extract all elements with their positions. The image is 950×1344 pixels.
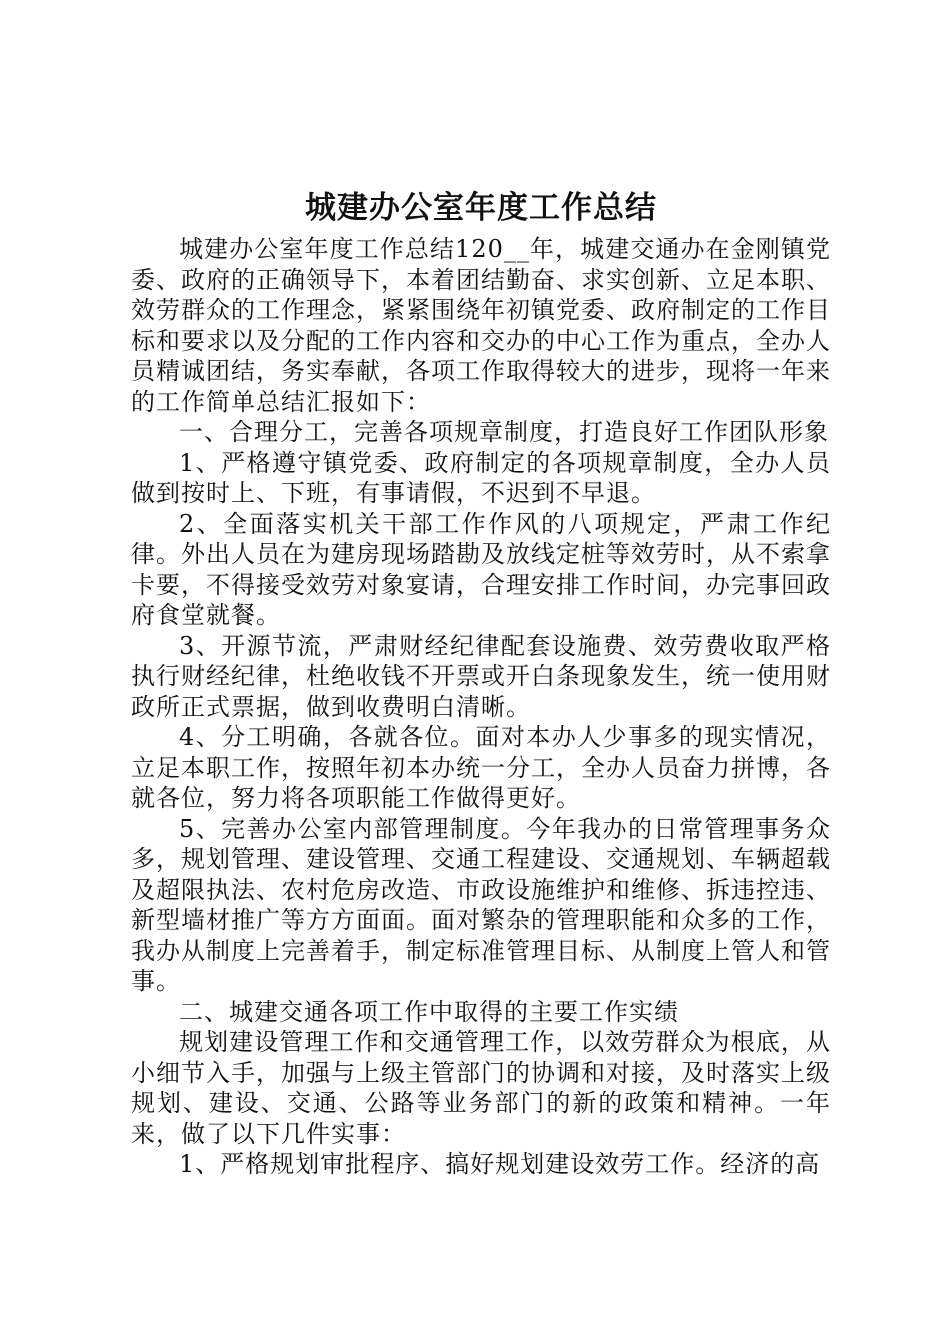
paragraph-2-intro: 规划建设管理工作和交通管理工作，以效劳群众为根底，从小细节入手，加强与上级主管部门的协调和对接，及时落实上级规划、建设、交通、公路等业务部门的新的政策和精神。一年来，做了以下几件实事： bbox=[131, 1028, 831, 1148]
paragraph-2-1: 1、严格规划审批程序、搞好规划建设效劳工作。经济的高 bbox=[179, 1150, 821, 1178]
heading-section-1: 一、合理分工，完善各项规章制度，打造良好工作团队形象 bbox=[179, 418, 829, 446]
paragraph-1-3: 3、开源节流，严肃财经纪律配套设施费、效劳费收取严格执行财经纪律，杜绝收钱不开票或开白条现象发生，统一使用财政所正式票据，做到收费明白清晰。 bbox=[131, 631, 831, 721]
document-body bbox=[131, 186, 831, 1180]
document-title: 城建办公室年度工作总结 bbox=[305, 190, 657, 226]
paragraph-intro: 城建办公室年度工作总结120__年，城建交通办在金刚镇党委、政府的正确领导下，本着团结勤奋、求实创新、立足本职、效劳群众的工作理念，紧紧围绕年初镇党委、政府制定的工作目标和要求以及分配的工作内容和交办的中心工作为重点，全办人员精诚团结，务实奉献，各项工作取得较大的进步，现将一年来的工作简单总结汇报如下： bbox=[131, 235, 831, 416]
heading-section-2: 二、城建交通各项工作中取得的主要工作实绩 bbox=[179, 997, 679, 1026]
paragraph-1-5: 5、完善办公室内部管理制度。今年我办的日常管理事务众多，规划管理、建设管理、交通工程建设、交通规划、车辆超载及超限执法、农村危房改造、市政设施维护和维修、拆违控违、新型墙材推广等方方面面。面对繁杂的管理职能和众多的工作，我办从制度上完善着手，制定标准管理目标、从制度上管人和管事。 bbox=[131, 814, 831, 995]
paragraph-1-1: 1、严格遵守镇党委、政府制定的各项规章制度，全办人员做到按时上、下班，有事请假，不迟到不早退。 bbox=[131, 448, 831, 507]
paragraph-1-4: 4、分工明确，各就各位。面对本办人少事多的现实情况，立足本职工作，按照年初本办统一分工，全办人员奋力拼博，各就各位，努力将各项职能工作做得更好。 bbox=[131, 723, 831, 812]
paragraph-1-2: 2、全面落实机关干部工作作风的八项规定，严肃工作纪律。外出人员在为建房现场踏勘及放线定桩等效劳时，从不索拿卡要，不得接受效劳对象宴请，合理安排工作时间，办完事回政府食堂就餐。 bbox=[131, 509, 831, 629]
